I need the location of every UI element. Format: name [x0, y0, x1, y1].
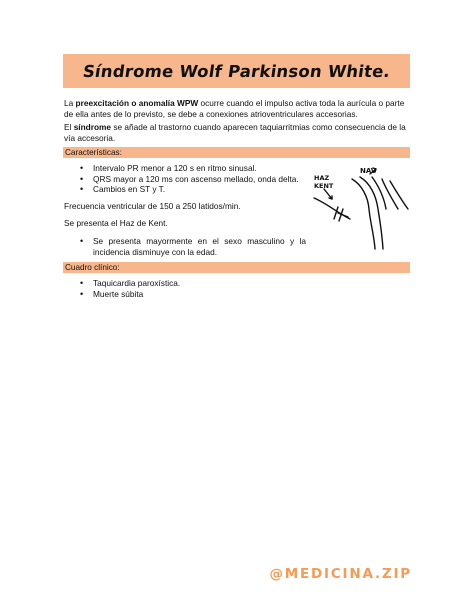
haz-text: Se presenta el Haz de Kent. [64, 218, 168, 228]
list-item: • Muerte súbita [80, 289, 180, 300]
intro-p1-prefix: La [64, 98, 76, 108]
wpw-heart-diagram [312, 163, 412, 263]
list-item: • QRS mayor a 120 ms con ascenso mellado, onda delta. [80, 174, 299, 185]
page-title: Síndrome Wolf Parkinson White. [81, 61, 392, 81]
intro-p2-bold: síndrome [73, 122, 112, 132]
intro-p1-text: ocurre cuando el impulso activa toda la aurícula o parte de ella antes de lo previsto, se debe a conexiones atrioventriculares accesorias. [64, 98, 405, 119]
section-cuadro-clinico: Cuadro clínico: [63, 262, 410, 273]
caracteristicas-list [80, 163, 299, 195]
diagram-label-nav: NAV [360, 167, 377, 175]
intro-p2-text: se añade al trastorno cuando aparecen taquiarritmias como consecuencia de la vía accesoria. [64, 122, 406, 143]
list-item: • Cambios en ST y T. [80, 184, 299, 195]
section-caracteristicas: Características: [63, 147, 410, 158]
list-item: • Taquicardia paroxística. [80, 278, 180, 289]
cuadro-list [80, 278, 180, 299]
intro-p1-bold: preexcitación o anomalía WPW [75, 98, 199, 108]
intro-p2-prefix: El [64, 122, 74, 132]
sexo-list [80, 236, 306, 257]
intro-paragraph-1 [64, 98, 409, 120]
frecuencia-text: Frecuencia ventricular de 150 a 250 latidos/min. [64, 201, 241, 211]
watermark: @MEDICINA.ZIP [269, 566, 412, 582]
list-item: • Intervalo PR menor a 120 s en ritmo sinusal. [80, 163, 299, 174]
diagram-label-kent: KENT [314, 182, 334, 190]
diagram-label-haz: HAZ [314, 174, 330, 182]
list-item: • Se presenta mayormente en el sexo masculino y la incidencia disminuye con la edad. [80, 236, 306, 257]
intro-paragraph-2 [64, 122, 409, 144]
title-banner [63, 54, 410, 88]
